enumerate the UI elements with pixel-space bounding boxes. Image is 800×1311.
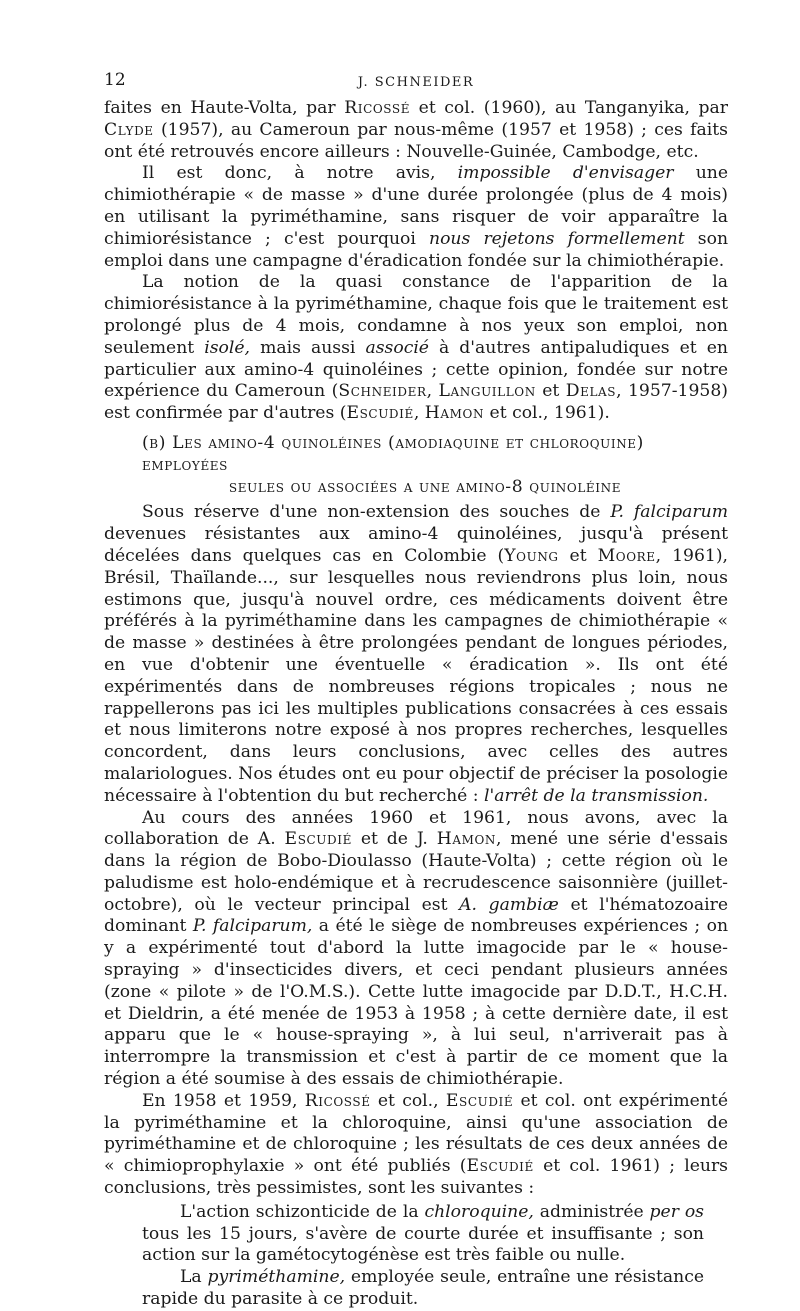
emphasis: isolé, [204, 337, 251, 358]
paragraph-1: faites en Haute-Volta, par Ricossé et col. (1960), au Tanganyika, par Clyde (1957), au Cameroun par nous-même (1957 et 1958) ; ces faits ont été retrouvés encore ailleurs : Nouvelle-Guinée, Cambodge, etc. [104, 98, 728, 162]
author-name: Escudié [445, 1090, 514, 1111]
author-name: Escudié [346, 403, 414, 424]
running-head: J. SCHNEIDER [357, 75, 475, 90]
quote-paragraph-1: L'action schizonticide de la chloroquine, administrée per os tous les 15 jours, s'avère de courte durée et insuffisante ; son action sur la gamétocytogénèse est très faible ou nulle. [142, 1201, 704, 1266]
emphasis: pyriméthamine, [207, 1267, 346, 1288]
page-header [104, 64, 728, 94]
author-name: Escudié [466, 1156, 534, 1177]
author-name: Languillon [438, 381, 536, 402]
author-name: Young [504, 545, 559, 566]
paragraph-2: Il est donc, à notre avis, impossible d'envisager une chimiothérapie « de masse » d'une durée prolongée (plus de 4 mois) en utilisant la pyriméthamine, sans risquer de voir apparaître la chimiorésistance ; c'est pourquoi nous rejetons formellement son emploi dans une campagne d'éradication fondée sur la chimiothérapie. [104, 163, 729, 271]
emphasis: nous rejetons formellement [429, 228, 685, 249]
paragraph-6: En 1958 et 1959, Ricossé et col., Escudié et col. ont expérimenté la pyriméthamine et la chloroquine, ainsi qu'une association de pyriméthamine et de chloroquine ; les résultats de ces deux années de « chimioprophylaxie » ont été publiés (Escudié et col. 1961) ; leurs conclusions, très pessimistes, sont les suivantes : [104, 1090, 728, 1199]
section-heading-line-1: (b) Les amino-4 quinoléines (amodiaquine et chloroquine) employées [142, 432, 644, 475]
emphasis: per os [649, 1201, 704, 1222]
emphasis: A. gambiæ [459, 894, 559, 915]
emphasis: chloroquine, [424, 1201, 534, 1222]
section-heading-line-2: seules ou associées a une amino-8 quinoléine [228, 476, 622, 497]
emphasis: associé [365, 337, 429, 358]
emphasis: P. falciparum, [192, 916, 313, 937]
article-body [104, 98, 728, 1311]
quote-paragraph-2: La pyriméthamine, employée seule, entraîne une résistance rapide du parasite à ce produit. [142, 1267, 704, 1310]
author-name: Escudié [284, 829, 352, 850]
author-name: Hamon [424, 403, 485, 424]
author-name: Hamon [436, 829, 497, 850]
page-number: 12 [104, 70, 126, 90]
emphasis: impossible d'envisager [457, 163, 674, 184]
author-name: Schneider [338, 381, 427, 402]
block-quote [104, 1202, 728, 1311]
author-name: Clyde [104, 119, 154, 140]
paragraph-4: Sous réserve d'une non-extension des souches de P. falciparum devenues résistantes aux amino-4 quinoléines, jusqu'à présent décelées dans quelques cas en Colombie (Young et Moore, 1961), Brésil, Thaïlande..., sur lesquelles nous reviendrons plus loin, nous estimons que, jusqu'à nouvel ordre, ces médicaments doivent être préférés à la pyriméthamine dans les campagnes de chimiothérapie « de masse » destinées à être prolongées pendant de longues périodes, en vue d'obtenir une éventuelle « éradication ». Ils ont été expérimentés dans de nombreuses régions tropicales ; nous ne rappellerons pas ici les multiples publications consacrées à ces essais et nous limiterons notre exposé à nos propres recherches, lesquelles concordent, dans leurs conclusions, avec celles des autres malariologues. Nos études ont eu pour objectif de préciser la posologie nécessaire à l'obtention du but recherché : l'arrêt de la transmission. [104, 502, 728, 806]
paragraph-3: La notion de la quasi constance de l'apparition de la chimiorésistance à la pyriméthamine, chaque fois que le traitement est prolongé plus de 4 mois, condamne à nos yeux son emploi, non seulement isolé, mais aussi associé à d'autres antipaludiques et en particulier aux amino-4 quinoléines ; cette opinion, fondée sur notre expérience du Cameroun (Schneider, Languillon et Delas, 1957-1958) est confirmée par d'autres (Escudié, Hamon et col., 1961). [104, 272, 728, 424]
paragraph-5: Au cours des années 1960 et 1961, nous avons, avec la collaboration de A. Escudié et de J. Hamon, mené une série d'essais dans la région de Bobo-Dioulasso (Haute-Volta) ; cette région où le paludisme est holo-endémique et à recrudescence saisonnière (juillet-octobre), où le vecteur principal est A. gambiæ et l'hématozoaire dominant P. falciparum, a été le siège de nombreuses expériences ; on y a expérimenté tout d'abord la lutte imagocide par le « house-spraying » d'insecticides divers, et ceci pendant plusieurs années (zone « pilote » de l'O.M.S.). Cette lutte imagocide par D.D.T., H.C.H. et Dieldrin, a été menée de 1953 à 1958 ; à cette dernière date, il est apparu que le « house-spraying », à lui seul, n'arriverait pas à interrompre la transmission et c'est à partir de ce moment que la région a été soumise à des essais de chimiothérapie. [104, 807, 729, 1090]
emphasis: l'arrêt de la transmission. [484, 785, 709, 806]
author-name: Moore [597, 545, 656, 566]
emphasis: P. falciparum [610, 502, 728, 523]
section-heading [104, 433, 728, 498]
author-name: Ricossé [304, 1090, 371, 1111]
author-name: Delas [565, 381, 617, 402]
author-name: Ricossé [344, 98, 411, 118]
